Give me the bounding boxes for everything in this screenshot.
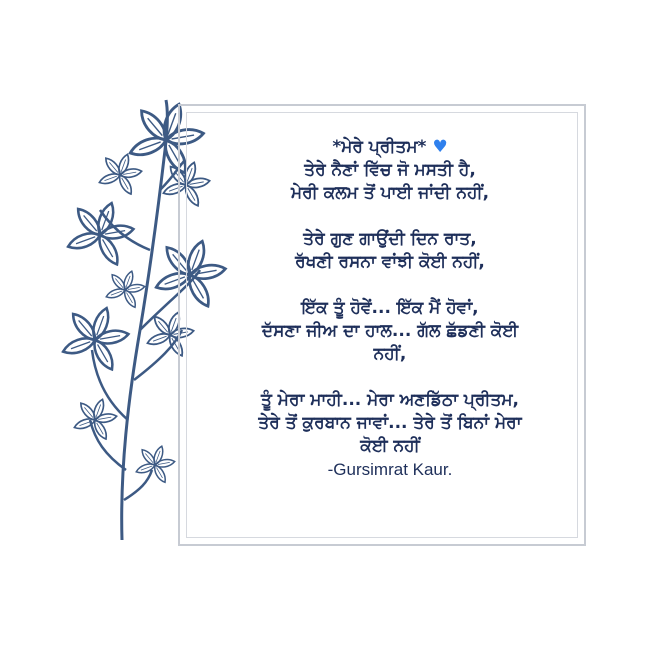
stanza-1 [190,159,590,205]
poem-line: ਤੂੰ ਮੇਰਾ ਮਾਹੀ... ਮੇਰਾ ਅਣਡਿੱਠਾ ਪ੍ਰੀਤਮ, [260,390,519,410]
poem-line: ਇੱਕ ਤੂੰ ਹੋਵੇਂ... ਇੱਕ ਮੈਂ ਹੋਵਾਂ, [301,298,479,318]
poem-line: ਦੱਸਣਾ ਜੀਅ ਦਾ ਹਾਲ... ਗੱਲ ਛੱਡਣੀ ਕੋਈ [261,321,519,341]
poem-line: ਨਹੀਂ, [373,344,407,364]
poem-line: ਤੇਰੇ ਤੋਂ ਕੁਰਬਾਨ ਜਾਵਾਂ... ਤੇਰੇ ਤੋਂ ਬਿਨਾਂ ਮੇਰਾ [258,413,522,433]
stanza-2 [190,228,590,274]
poem-line: ਮੇਰੀ ਕਲਮ ਤੋਂ ਪਾਈ ਜਾਂਦੀ ਨਹੀਂ, [290,183,490,203]
blue-heart-icon: ♥ [432,137,448,157]
poem-title: *ਮੇਰੇ ਪ੍ਰੀਤਮ* ♥ [332,137,448,157]
stanza-4 [190,389,590,481]
poem-line: ਤੇਰੇ ਗੁਣ ਗਾਉਂਦੀ ਦਿਨ ਰਾਤ, [303,229,477,249]
poem-line: ਰੱਖਣੀ ਰਸਨਾ ਵਾਂਝੀ ਕੋਈ ਨਹੀਂ, [295,252,485,272]
flower-icon [98,153,142,196]
signature: -Gursimrat Kaur. [327,460,453,479]
flower-icon [105,270,145,309]
poem [190,136,590,481]
poem-title-row [190,136,590,159]
poem-line: ਤੇਰੇ ਨੈਣਾਂ ਵਿੱਚ ਜੋ ਮਸਤੀ ਹੈ, [304,160,476,180]
flower-icon [135,445,175,484]
stanza-3 [190,297,590,366]
poem-line: ਕੋਈ ਨਹੀਂ [360,436,420,456]
